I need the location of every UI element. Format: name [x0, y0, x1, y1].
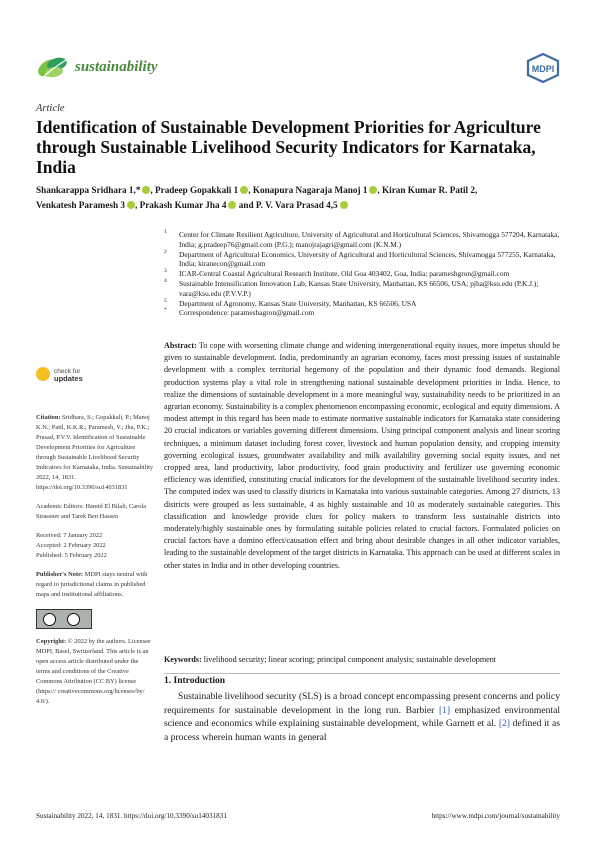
section-heading: 1. Introduction: [164, 676, 226, 686]
journal-name: sustainability: [75, 59, 158, 75]
keywords: [164, 654, 560, 666]
affiliation-item: 4 Sustainable Intensification Innovation Lab, Kansas State University, Manhattan, KS 66506, USA; pjha@ksu.edu (P.K.J.); vara@ksu.edu (P.V.V.P.): [164, 277, 539, 298]
received-date: Received: 7 January 2022: [36, 532, 103, 539]
author-name: Kiran Kumar R. Patil 2: [382, 185, 475, 195]
orcid-icon[interactable]: [369, 186, 377, 194]
orcid-icon[interactable]: [340, 201, 348, 209]
author-name: Shankarappa Sridhara 1,*: [36, 185, 141, 195]
footer-citation[interactable]: Sustainability 2022, 14, 1831. https://doi.org/10.3390/su14031831: [36, 812, 227, 820]
abstract-text: To cope with worsening climate change and widening intergenerational equity issues, more impetus should be given to sustainable development. India, predominantly an agrarian economy, faces most pressing issues of sustainable development with a complex territorial hegemony of the population and their dynamic food demands. Regional production systems play a vital role in strengthening national sustainable development priorities in India. Hence, to realize the dimensions of sustainable development in a more meaningful way, sustainability needs to be prioritized in an agrarian economy. Sustainability is a complex phenomenon encompassing economic, ecological and equity dimensions. A modest attempt in this regard has been made to estimate normative sustainable indicators for Karnataka state considering 20 crucial indicators or variables governing different dimensions. Using principal component analysis and linear scoring techniques, a minimum dataset including forest cover, livestock and human population density, and cropping intensity governing ecological issues, groundwater availability and milk availability governing social equity issues, and net cropped area, land productivity, labor productivity, food grain productivity and fertilizer use governing economic efficiency was identified, constituting crucial indicators for the development of the sustainable livelihood security index. The computed index was used to classify districts in Karnataka into various sustainable categories. Among 27 districts, 13 districts were grouped as less sustainable, 4 as highly sustainable and 10 as moderately sustainable categories. This classification and knowledge provide clues for policy makers to transform less sustainable districts into moderately/highly sustainable ones by formulating suitable policies related to crucial factors. Formulated policies on crucial factors have a domino effect/causation effect and bring about desirable changes in all other indicator variables, leading to the sustainable development of the target districts in Karnataka. This approach can be used at different scales in other states in India and in other developing countries.: [164, 341, 560, 570]
author-name: Prakash Kumar Jha 4: [139, 199, 227, 210]
orcid-icon[interactable]: [240, 186, 248, 194]
divider: [164, 673, 560, 674]
article-type: Article: [36, 103, 65, 114]
article-info-sidebar: [36, 365, 154, 716]
author-name: Konapura Nagaraja Manoj 1: [252, 185, 368, 195]
citation-block: Citation: Sridhara, S.; Gopakkali, P.; Manoj K.N.; Patil, K.K.R.; Paramesh, V.; Jha, P.K.; Prasad, P.V.V. Identification of Sustainable Development Priorities for Agriculture through Sustainable Livelihood Security Indicators for Karnataka, India. Sustainability 2022, 14, 1831. https://doi.org/10.3390/su14031831: [36, 414, 154, 491]
author-name: and P. V. Vara Prasad 4,5: [238, 199, 338, 210]
reference-link[interactable]: [1]: [438, 704, 451, 716]
by-icon: [67, 613, 80, 626]
author-name: Pradeep Gopakkali 1: [155, 185, 239, 195]
author-list: Shankarappa Sridhara 1,* , Pradeep Gopakkali 1 , Konapura Nagaraja Manoj 1 , Kiran Kumar R. Patil 2, Venkatesh Paramesh 3 , Prakash Kumar Jha 4 and P. V. Vara Prasad 4,5: [36, 185, 478, 210]
published-date: Published: 5 February 2022: [36, 552, 107, 559]
orcid-icon[interactable]: [228, 201, 236, 209]
affiliation-item: 5 Department of Agronomy, Kansas State University, Manhattan, KS 66506, USA: [164, 297, 417, 308]
affiliations: [164, 230, 560, 318]
publishers-note: Publisher's Note: MDPI stays neutral with regard to jurisdictional claims in published maps and institutional affiliations.: [36, 571, 148, 598]
paper-title: Identification of Sustainable Development Priorities for Agriculture through Sustainable Livelihood Security Indicators for Karnataka, India: [36, 117, 541, 177]
academic-editors: Academic Editors: Hamid El Bilali, Carola Strassner and Tarek Ben Hassen: [36, 503, 147, 520]
footer-journal-url[interactable]: https://www.mdpi.com/journal/sustainability: [431, 812, 560, 820]
orcid-icon[interactable]: [127, 201, 135, 209]
author-name: Venkatesh Paramesh 3: [36, 199, 125, 210]
affiliation-item: 1 Center for Climate Resilient Agriculture, University of Agricultural and Horticultural Sciences, Shivamogga 577204, Karnataka, India; g.pradeep76@gmail.com (P.G.); manojrajagri@gmail.com (K.N.M.): [164, 229, 560, 249]
affiliation-item: 3 ICAR-Central Coastal Agricultural Research Institute, Old Goa 403402, Goa, India; parameshgron@gmail.com: [164, 268, 510, 279]
green-leaf-icon: [36, 50, 70, 84]
cc-icon: [43, 613, 56, 626]
cc-by-license-icon[interactable]: [36, 609, 92, 629]
reference-link[interactable]: [2]: [498, 718, 510, 730]
introduction-paragraph: Sustainable livelihood security (SLS) is a broad concept encompassing present concerns and policy requirements for sustainable development in the long run. Barbier [1] emphasized environmental science and economics while explaining sustainable development, while Garnett et al. [2] defined it as a process wherein human wants in general: [164, 691, 560, 744]
accepted-date: Accepted: 2 February 2022: [36, 542, 106, 549]
copyright-block: Copyright: © 2022 by the authors. Licensee MDPI, Basel, Switzerland. This article is an open access article distributed under the terms and conditions of the Creative Commons Attribution (CC BY) license (https:// creativecommons.org/licenses/by/ 4.0/).: [36, 638, 151, 705]
abstract: [164, 340, 560, 572]
check-updates-icon: [36, 367, 50, 381]
correspondence: * Correspondence: parameshagron@gmail.com: [164, 307, 315, 318]
affiliation-item: 2 Department of Agricultural Economics, University of Agricultural and Horticultural Sciences, Shivamogga 577255, Karnataka, India; kiranecon@gmail.com: [164, 248, 556, 269]
keywords-label: Keywords:: [164, 655, 202, 664]
mdpi-logo-icon: [526, 53, 560, 83]
check-for-updates-button[interactable]: check for updates: [36, 365, 154, 401]
dates-block: [36, 531, 154, 561]
journal-header: [36, 50, 560, 90]
publisher-logo-text: MDPI: [531, 64, 555, 74]
orcid-icon[interactable]: [142, 186, 150, 194]
abstract-label: Abstract:: [164, 341, 197, 350]
keywords-text: livelihood security; linear scoring; principal component analysis; sustainable development: [203, 655, 496, 664]
